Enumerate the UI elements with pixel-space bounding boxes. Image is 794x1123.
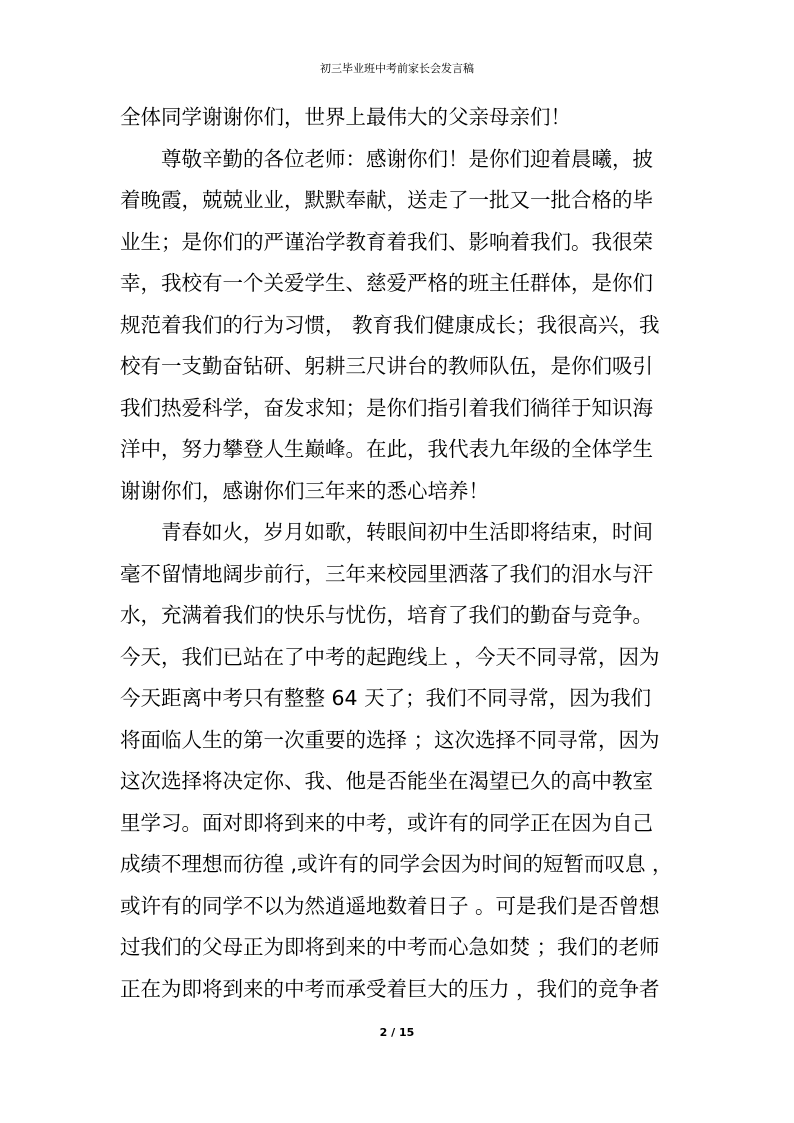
text-line-7: 校有一支勤奋钻研、躬耕三尺讲台的教师队伍，是你们吸引 xyxy=(120,354,653,378)
text-line-18: 里学习。面对即将到来的中考，或许有的同学正在因为自己 xyxy=(120,810,653,835)
text-line-8: 我们热爱科学，奋发求知；是你们指引着我们徜徉于知识海 xyxy=(120,395,653,420)
text-line-2: 尊敬辛勤的各位老师：感谢你们！是你们迎着晨曦，披 xyxy=(161,146,653,171)
text-line-19: 成绩不理想而彷徨 ,或许有的同学会因为时间的短暂而叹息 ， xyxy=(120,852,673,876)
text-line-20: 或许有的同学不以为然逍遥地数着日子 。可是我们是否曾想 xyxy=(120,893,660,918)
text-line-5: 幸，我校有一个关爱学生、慈爱严格的班主任群体，是你们 xyxy=(120,271,653,295)
text-line-9: 洋中，努力攀登人生巅峰。在此，我代表九年级的全体学生 xyxy=(120,437,653,461)
page-number: 2 / 15 xyxy=(379,1026,415,1039)
text-line-6: 规范着我们的行为习惯， 教育我们健康成长；我很高兴，我 xyxy=(120,312,660,337)
text-line-4: 业生；是你们的严谨治学教育着我们、影响着我们。我很荣 xyxy=(120,229,653,254)
text-line-22: 正在为即将到来的中考而承受着巨大的压力 ，我们的竞争者 xyxy=(120,976,660,1001)
document-body xyxy=(120,97,680,1010)
text-line-13: 水，充满着我们的快乐与忧伤，培育了我们的勤奋与竞争。 xyxy=(120,603,653,627)
text-line-17: 这次选择将决定你、我、他是否能坐在渴望已久的高中教室 xyxy=(120,769,653,793)
text-line-3: 着晚霞，兢兢业业，默默奉献，送走了一批又一批合格的毕 xyxy=(120,188,653,212)
text-line-16: 将面临人生的第一次重要的选择 ；这次选择不同寻常，因为 xyxy=(120,727,660,752)
text-line-11: 青春如火，岁月如歌，转眼间初中生活即将结束，时间 xyxy=(161,520,653,544)
page-header: 初三毕业班中考前家长会发言稿 xyxy=(320,62,474,75)
text-line-15: 今天距离中考只有整整 64 天了；我们不同寻常，因为我们 xyxy=(120,686,652,710)
text-line-14: 今天，我们已站在了中考的起跑线上 ，今天不同寻常，因为 xyxy=(120,644,660,669)
text-line-21: 过我们的父母正为即将到来的中考而心急如焚 ；我们的老师 xyxy=(120,935,660,959)
text-line-12: 毫不留情地阔步前行，三年来校园里洒落了我们的泪水与汗 xyxy=(120,561,653,586)
text-line-1: 全体同学谢谢你们，世界上最伟大的父亲母亲们！ xyxy=(120,105,571,129)
text-line-10: 谢谢你们，感谢你们三年来的悉心培养！ xyxy=(120,478,489,503)
